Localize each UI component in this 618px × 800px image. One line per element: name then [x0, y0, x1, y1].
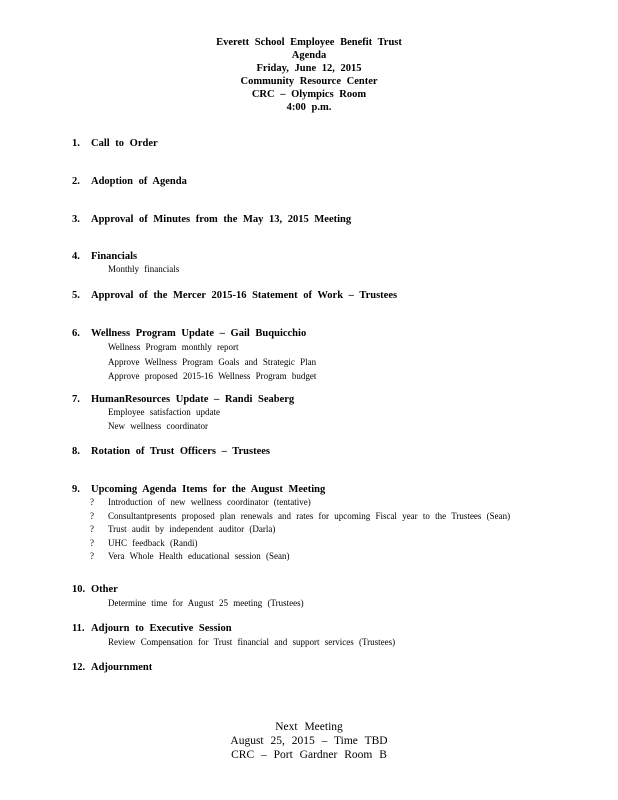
bullet-icon: ?: [90, 537, 94, 548]
item-title: Adjournment: [91, 662, 153, 673]
item-number: 8.: [72, 446, 80, 457]
agenda-item-8: [72, 445, 552, 458]
agenda-item-6: [72, 327, 552, 383]
bullet-icon: ?: [90, 524, 94, 534]
bullet-icon: ?: [90, 497, 94, 507]
item-number: 9.: [72, 484, 80, 495]
agenda-item-11: [72, 622, 552, 649]
meeting-venue: Community Resource Center: [240, 76, 378, 87]
agenda-item-10: [72, 583, 552, 610]
meeting-date: Friday, June 12, 2015: [256, 63, 362, 74]
agenda-item-3: [72, 213, 552, 226]
agenda-item-1: [72, 137, 552, 150]
agenda-item-9: [72, 483, 552, 563]
item-title: Rotation of Trust Officers – Trustees: [91, 446, 270, 457]
organization-title: Everett School Employee Benefit Trust: [216, 37, 402, 48]
agenda-item-12: [72, 661, 552, 674]
item-number: 2.: [72, 176, 80, 187]
item-number: 11.: [72, 623, 85, 634]
next-meeting-date: August 25, 2015 – Time TBD: [230, 735, 388, 747]
meeting-room: CRC – Olympics Room: [251, 89, 367, 100]
sub-item: New wellness coordinator: [108, 420, 208, 431]
sub-item: ? UHC feedback (Randi): [90, 537, 198, 548]
agenda-item-2: [72, 175, 552, 188]
meeting-time: 4:00 p.m.: [286, 102, 332, 113]
sub-item: Review Compensation for Trust financial and support services (Trustees): [108, 637, 396, 647]
sub-item: Determine time for August 25 meeting (Trustees): [108, 598, 304, 608]
sub-item: Monthly financials: [108, 264, 180, 274]
item-title: Adoption of Agenda: [91, 176, 187, 187]
item-title: Wellness Program Update – Gail Buquicchio: [91, 328, 307, 339]
item-title: Adjourn to Executive Session: [91, 623, 232, 634]
sub-item: Employee satisfaction update: [108, 407, 220, 417]
agenda-item-7: [72, 393, 552, 432]
item-title: HumanResources Update – Randi Seaberg: [91, 394, 295, 405]
agenda-item-5: [72, 289, 552, 302]
item-number: 12.: [72, 662, 86, 673]
item-number: 7.: [72, 394, 80, 405]
sub-item: ? Trust audit by independent auditor (Darla): [90, 524, 276, 534]
sub-item: ? Consultantpresents proposed plan renewals and rates for upcoming Fiscal year to the Trustees (Sean): [90, 510, 511, 521]
sub-item: Approve Wellness Program Goals and Strategic Plan: [108, 356, 317, 367]
agenda-item-4: [72, 250, 552, 276]
item-number: 5.: [72, 290, 80, 301]
item-title: Approval of the Mercer 2015-16 Statement of Work – Trustees: [91, 290, 398, 301]
agenda-header: [0, 36, 618, 114]
document-title: Agenda: [291, 50, 327, 61]
bullet-icon: ?: [90, 510, 94, 521]
item-title: Upcoming Agenda Items for the August Meeting: [91, 484, 326, 495]
item-number: 4.: [72, 251, 80, 262]
item-number: 10.: [72, 584, 86, 595]
next-meeting-location: CRC – Port Gardner Room B: [231, 749, 387, 761]
sub-item: ? Introduction of new wellness coordinator (tentative): [90, 497, 311, 507]
item-number: 1.: [72, 138, 80, 149]
next-meeting-footer: [0, 720, 618, 762]
sub-item: ? Vera Whole Health educational session (Sean): [90, 551, 290, 561]
item-title: Call to Order: [91, 138, 158, 149]
item-title: Financials: [91, 251, 138, 262]
item-title: Approval of Minutes from the May 13, 2015 Meeting: [91, 214, 352, 225]
item-title: Other: [91, 584, 118, 595]
sub-item: Wellness Program monthly report: [108, 342, 239, 352]
sub-item: Approve proposed 2015-16 Wellness Program budget: [108, 371, 317, 381]
next-meeting-label: Next Meeting: [275, 721, 343, 733]
item-number: 3.: [72, 214, 80, 225]
item-number: 6.: [72, 328, 80, 339]
bullet-icon: ?: [90, 551, 94, 561]
